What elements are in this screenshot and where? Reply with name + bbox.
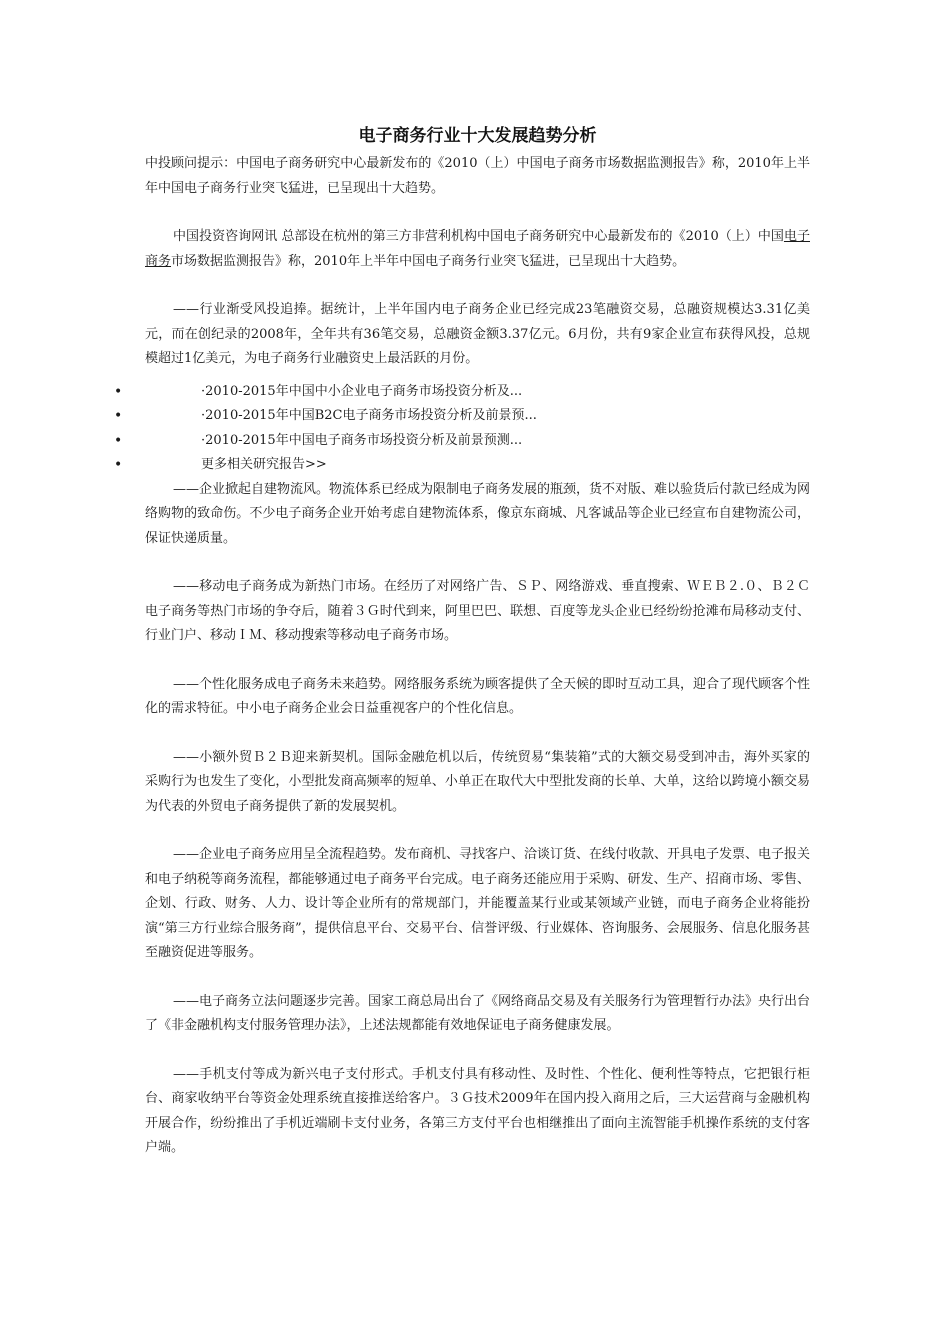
related-report-link[interactable]: ·2010-2015年中国电子商务市场投资分析及前景预测... <box>201 432 523 448</box>
bullet-icon: • <box>114 457 123 473</box>
trend-paragraph-logistics: ——企业掀起自建物流风。物流体系已经成为限制电子商务发展的瓶颈，货不对版、难以验货后付款已经成为网络购物的致命伤。不少电子商务企业开始考虑自建物流体系，像京东商城、凡客诚品等企业已经宣布自建物流公司，保证快递质量。 <box>145 481 811 546</box>
related-report-link[interactable]: ·2010-2015年中国B2C电子商务市场投资分析及前景预... <box>201 408 537 423</box>
trend-paragraph-b2b: ——小额外贸Ｂ２Ｂ迎来新契机。国际金融危机以后，传统贸易“集装箱”式的大额交易受到冲击，海外买家的采购行为也发生了变化，小型批发商高频率的短单、小单正在取代大中型批发商的长单、大单，这给以跨境小额交易为代表的外贸电子商务提供了新的发展契机。 <box>145 749 810 814</box>
spacer <box>145 201 810 225</box>
document-page <box>114 120 811 1161</box>
trend-paragraph-vc: ——行业渐受风投追捧。据统计，上半年国内电子商务企业已经完成23笔融资交易，总融资规模达3.31亿美元，而在创纪录的2008年，全年共有36笔交易，总融资金额3.37亿元。6月份，共有9家企业宣布获得风投，总规模超过1亿美元，为电子商务行业融资史上最活跃的月份。 <box>145 302 810 366</box>
spacer <box>145 966 810 990</box>
intro-paragraph: 中投顾问提示：中国电子商务研究中心最新发布的《2010（上）中国电子商务市场数据监测报告》称，2010年上半年中国电子商务行业突飞猛进，已呈现出十大趋势。 <box>145 156 810 196</box>
more-reports-link[interactable]: 更多相关研究报告>> <box>201 457 327 472</box>
related-report-link[interactable]: ·2010-2015年中国中小企业电子商务市场投资分析及... <box>201 383 523 399</box>
bullet-icon: • <box>114 432 123 449</box>
spacer <box>145 649 810 673</box>
related-report-item[interactable] <box>114 404 810 429</box>
spacer <box>145 1039 810 1063</box>
trend-paragraph-full-process: ——企业电子商务应用呈全流程趋势。发布商机、寻找客户、洽谈订货、在线付收款、开具电子发票、电子报关和电子纳税等商务流程，都能够通过电子商务平台完成。电子商务还能应用于采购、研发、生产、招商市场、零售、企划、行政、财务、人力、设计等企业所有的常规部门，并能覆盖某行业或某领域产业链，而电子商务企业将能扮演“第三方行业综合服务商”，提供信息平台、交易平台、信誉评级、行业媒体、咨询服务、会展服务、信息化服务甚至融资促进等服务。 <box>145 847 811 960</box>
lead-text-end: 市场数据监测报告》称，2010年上半年中国电子商务行业突飞猛进，已呈现出十大趋势。 <box>171 253 686 269</box>
trend-paragraph-mobile-payment: ——手机支付等成为新兴电子支付形式。手机支付具有移动性、及时性、个性化、便利性等特点，它把银行柜台、商家收纳平台等资金处理系统直接推送给客户。３Ｇ技术2009年在国内投入商用之后，三大运营商与金融机构开展合作，纷纷推出了手机近端刷卡支付业务，各第三方支付平台也相继推出了面向主流智能手机操作系统的支付客户端。 <box>145 1066 810 1155</box>
bullet-icon: • <box>114 408 123 424</box>
document-title: 电子商务行业十大发展趋势分析 <box>358 126 597 146</box>
lead-paragraph <box>145 225 810 274</box>
trend-paragraph-personalization: ——个性化服务成电子商务未来趋势。网络服务系统为顾客提供了全天候的即时互动工具，迎合了现代顾客个性化的需求特征。中小电子商务企业会日益重视客户的个性化信息。 <box>145 676 811 716</box>
related-reports-list <box>114 380 810 478</box>
related-report-item[interactable] <box>114 429 810 454</box>
bullet-icon: • <box>114 383 123 400</box>
trend-paragraph-mobile: ——移动电子商务成为新热门市场。在经历了对网络广告、ＳＰ、网络游戏、垂直搜索、ＷＥＢ２.０、Ｂ２Ｃ电子商务等热门市场的争夺后，随着３Ｇ时代到来，阿里巴巴、联想、百度等龙头企业已经纷纷抢滩布局移动支付、行业门户、移动ＩＭ、移动搜索等移动电子商务市场。 <box>145 579 810 643</box>
related-report-item[interactable] <box>114 453 810 478</box>
spacer <box>145 551 810 575</box>
trend-paragraph-legislation: ——电子商务立法问题逐步完善。国家工商总局出台了《网络商品交易及有关服务行为管理暂行办法》央行出台了《非金融机构支付服务管理办法》，上述法规都能有效地保证电子商务健康发展。 <box>145 993 811 1033</box>
ecommerce-link[interactable]: 电子商务 <box>145 229 810 269</box>
related-report-item[interactable] <box>114 380 810 405</box>
spacer <box>145 274 810 298</box>
spacer <box>145 819 810 843</box>
spacer <box>145 722 810 746</box>
lead-text-start: 中国投资咨询网讯 总部设在杭州的第三方非营利机构中国电子商务研究中心最新发布的《2010（上）中国 <box>173 229 784 244</box>
